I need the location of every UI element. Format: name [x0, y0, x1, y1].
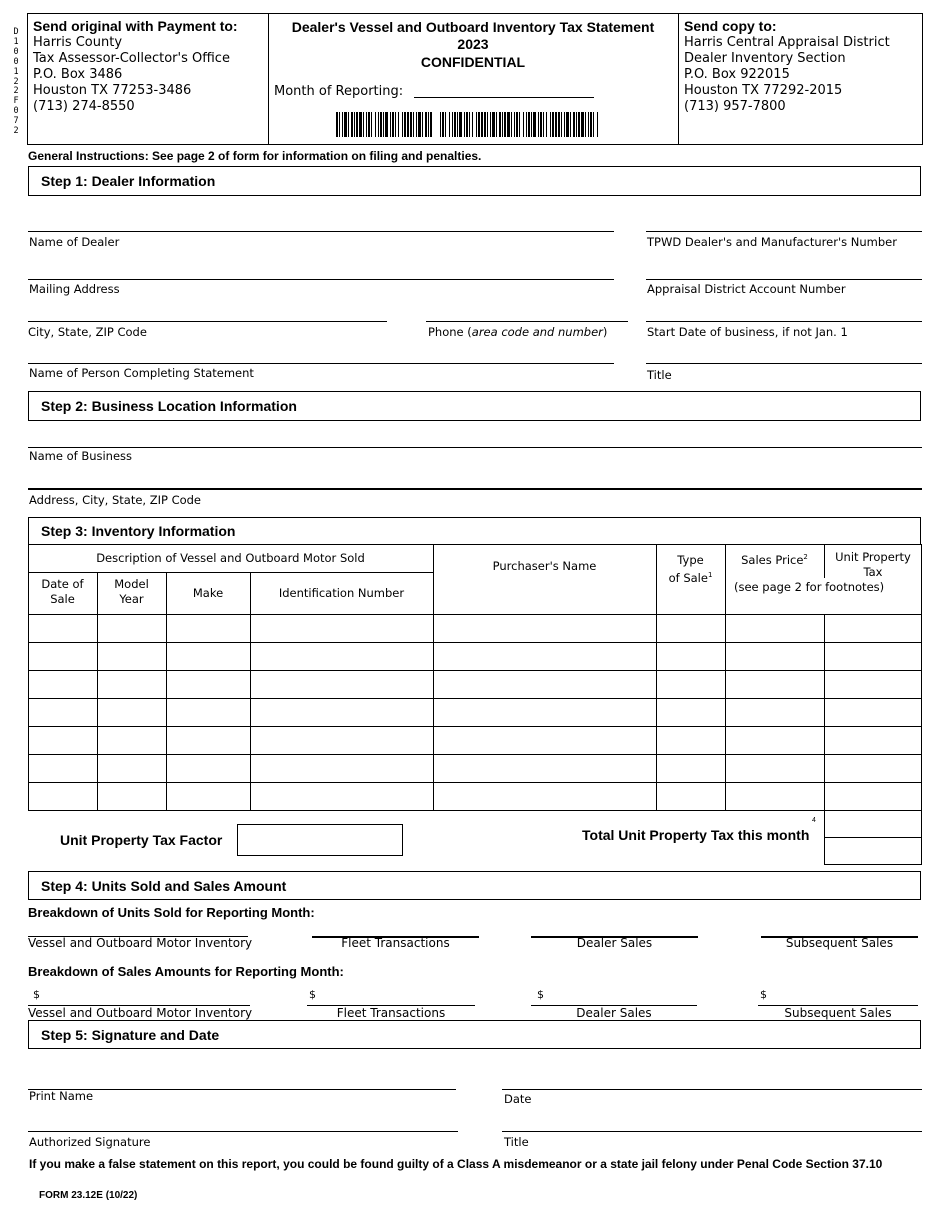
barcode-bar [404, 112, 406, 137]
barcode-bar [540, 112, 542, 137]
date-field[interactable] [502, 1089, 922, 1090]
barcode-bar [336, 112, 338, 137]
barcode-bar [496, 112, 497, 137]
barcode-bar [552, 112, 554, 137]
barcode-bar [514, 112, 515, 137]
barcode-bar [359, 112, 362, 137]
step2-header [28, 391, 921, 421]
barcode-bar [380, 112, 382, 137]
sales-breakdown-heading: Breakdown of Sales Amounts for Reporting Month: [28, 964, 344, 979]
barcode-bar [466, 112, 468, 137]
barcode-bar [385, 112, 388, 137]
business-address-field[interactable] [28, 488, 922, 490]
barcode-bar [581, 112, 584, 137]
barcode-bar [487, 112, 488, 137]
dollar-sign: $ [760, 988, 767, 1001]
send-original-address: Harris County Tax Assessor-Collector's Office P.O. Box 3486 Houston TX 77253-3486 (713) 274-8550 [33, 35, 230, 114]
authorized-signature-label: Authorized Signature [29, 1135, 151, 1149]
step3-header [28, 517, 921, 545]
person-title-label: Title [647, 368, 672, 382]
dollar-sign: $ [33, 988, 40, 1001]
barcode-bar [457, 112, 458, 137]
barcode-bar [481, 112, 483, 137]
barcode-bar [342, 112, 343, 137]
barcode-bar [344, 112, 347, 137]
barcode-bar [531, 112, 532, 137]
step4-title: Step 4: Units Sold and Sales Amount [41, 878, 287, 894]
barcode-bar [464, 112, 465, 137]
unit-factor-input[interactable] [237, 824, 403, 856]
tpwd-number-label: TPWD Dealer's and Manufacturer's Number [647, 235, 897, 249]
person-title-field[interactable] [646, 363, 922, 364]
barcode-bar [442, 112, 444, 137]
barcode-bar [573, 112, 575, 137]
title-column [268, 14, 679, 144]
barcode-bar [428, 112, 429, 137]
form-number: FORM 23.12E (10/22) [39, 1190, 138, 1201]
city-state-zip-label: City, State, ZIP Code [28, 325, 147, 339]
step2-title: Step 2: Business Location Information [41, 398, 297, 414]
step1-header [28, 166, 921, 196]
barcode-bar [348, 112, 349, 137]
barcode-bar [375, 112, 376, 137]
barcode-bar [383, 112, 384, 137]
print-name-label: Print Name [29, 1089, 94, 1103]
step5-header [28, 1020, 921, 1049]
barcode-bar [472, 112, 473, 137]
barcode-bar [469, 112, 470, 137]
barcode-bar [445, 112, 446, 137]
send-copy-address: Harris Central Appraisal District Dealer Inventory Section P.O. Box 922015 Houston TX 77292-2015 (713) 957-7800 [684, 35, 890, 114]
barcode-bar [570, 112, 571, 137]
inventory-table [28, 544, 922, 811]
barcode-bar [504, 112, 506, 137]
barcode-bar [578, 112, 580, 137]
unit-factor-label: Unit Property Tax Factor [60, 832, 223, 848]
barcode-bar [546, 112, 547, 137]
col-identification-number: Identification Number [278, 586, 405, 600]
barcode-bar [416, 112, 417, 137]
authorized-signature-field[interactable] [28, 1131, 458, 1132]
barcode-bar [588, 112, 589, 137]
business-address-label: Address, City, State, ZIP Code [29, 493, 202, 507]
dealer-name-field[interactable] [28, 231, 614, 232]
send-copy-column [678, 14, 922, 144]
col-unit-property-tax: Unit Property Tax [835, 550, 911, 579]
barcode-bar [418, 112, 421, 137]
barcode-bar [597, 112, 598, 137]
mailing-address-label: Mailing Address [29, 282, 120, 296]
barcode-bar [590, 112, 592, 137]
see-page2-footnotes: (see page 2 for footnotes) [734, 580, 885, 594]
col-make: Make [192, 586, 224, 600]
barcode-bar [398, 112, 399, 137]
barcode-bar [378, 112, 379, 137]
step5-title: Step 5: Signature and Date [41, 1027, 220, 1043]
barcode-bar [366, 112, 367, 137]
units-dealer-label: Dealer Sales [576, 936, 653, 950]
barcode-bar [368, 112, 370, 137]
person-completing-label: Name of Person Completing Statement [29, 366, 254, 380]
units-fleet-label: Fleet Transactions [341, 936, 450, 950]
step4-header [28, 871, 921, 900]
barcode-bar [371, 112, 372, 137]
barcode-bar [523, 112, 524, 137]
barcode-bar [413, 112, 414, 137]
barcode-bar [430, 112, 432, 137]
business-name-label: Name of Business [29, 449, 133, 463]
units-subsequent-label: Subsequent Sales [785, 936, 894, 950]
barcode-bar [564, 112, 565, 137]
barcode-bar [558, 112, 560, 137]
barcode-bar [410, 112, 412, 137]
barcode-bar [561, 112, 562, 137]
barcode-bar [422, 112, 423, 137]
barcode-bar [585, 112, 586, 137]
person-completing-field[interactable] [28, 363, 614, 364]
date-label: Date [504, 1092, 532, 1106]
col-date-of-sale: Date of Sale [41, 577, 84, 606]
start-date-label: Start Date of business, if not Jan. 1 [647, 325, 848, 339]
signer-title-label: Title [504, 1135, 529, 1149]
col-purchaser-name: Purchaser's Name [492, 559, 597, 573]
barcode-bar [407, 112, 409, 137]
footnote-4: 4 [812, 817, 816, 824]
barcode-bar [538, 112, 539, 137]
business-name-field[interactable] [28, 447, 922, 448]
signer-title-field[interactable] [502, 1131, 922, 1132]
month-of-reporting-label: Month of Reporting: [274, 84, 404, 99]
barcode-bar [449, 112, 450, 137]
barcode-bar [356, 112, 358, 137]
barcode-bar [392, 112, 394, 137]
units-breakdown-heading: Breakdown of Units Sold for Reporting Month: [28, 905, 315, 920]
barcode-bar [492, 112, 495, 137]
barcode-bar [363, 112, 364, 137]
dealer-name-label: Name of Dealer [29, 235, 120, 249]
col-type-of-sale: Type of Sale$^1$ [668, 553, 713, 585]
barcode-bar [550, 112, 551, 137]
barcode-bar [593, 112, 594, 137]
barcode-bar [459, 112, 462, 137]
sales-subsequent-label: Subsequent Sales [784, 1006, 892, 1020]
barcode-bar [478, 112, 480, 137]
total-unit-tax-label: Total Unit Property Tax this month [582, 827, 810, 843]
start-date-field[interactable] [646, 321, 922, 322]
barcode-bar [490, 112, 491, 137]
form-id-vertical: D 1 0 0 1 2 2 F 0 7 2 [13, 27, 19, 137]
send-copy-title: Send copy to: [684, 18, 777, 34]
dollar-sign: $ [537, 988, 544, 1001]
sales-dealer-label: Dealer Sales [576, 1006, 652, 1020]
barcode-bar [354, 112, 355, 137]
barcode-bar [526, 112, 527, 137]
false-statement-warning: If you make a false statement on this report, you could be found guilty of a Class A misdemeanor or a state jail felony under Penal Code Section 37.10 [29, 1157, 883, 1171]
sales-fleet-label: Fleet Transactions [336, 1006, 446, 1020]
units-vessel-label: Vessel and Outboard Motor Inventory [28, 936, 253, 950]
appraisal-account-field[interactable] [646, 279, 922, 280]
barcode-bar [351, 112, 353, 137]
col-sales-price: Sales Price$^2$ [741, 552, 808, 567]
step1-title: Step 1: Dealer Information [41, 173, 216, 189]
dollar-sign: $ [309, 988, 316, 1001]
barcode-bar [555, 112, 557, 137]
barcode-bar [576, 112, 577, 137]
barcode-bar [425, 112, 427, 137]
barcode-bar [476, 112, 477, 137]
tpwd-number-field[interactable] [646, 231, 922, 232]
barcode-bar [452, 112, 453, 137]
barcode-bar [528, 112, 530, 137]
barcode-bar [543, 112, 544, 137]
sales-vessel-label: Vessel and Outboard Motor Inventory [28, 1006, 253, 1020]
barcode-bar [566, 112, 569, 137]
desc-header: Description of Vessel and Outboard Motor Sold [96, 551, 365, 565]
appraisal-account-label: Appraisal District Account Number [647, 282, 846, 296]
barcode-bar [395, 112, 396, 137]
barcode-bar [507, 112, 510, 137]
phone-label: Phone (area code and number) [428, 325, 608, 339]
confidential-label: CONFIDENTIAL [420, 54, 526, 70]
barcode-bar [502, 112, 503, 137]
general-instructions: General Instructions: See page 2 of form for information on filing and penalties. [28, 149, 482, 163]
header-box [27, 13, 923, 145]
barcode-bar [339, 112, 340, 137]
city-state-zip-field[interactable] [28, 321, 387, 322]
barcode-bar [402, 112, 403, 137]
phone-field[interactable] [426, 321, 628, 322]
mailing-address-field[interactable] [28, 279, 614, 280]
month-of-reporting-field[interactable] [414, 97, 594, 98]
form-title: Dealer's Vessel and Outboard Inventory Tax Statement [291, 19, 655, 35]
form-year: 2023 [457, 36, 489, 52]
send-original-column [28, 14, 269, 144]
barcode [336, 112, 600, 137]
send-original-title: Send original with Payment to: [33, 18, 238, 34]
barcode-bar [454, 112, 456, 137]
barcode-bar [390, 112, 391, 137]
barcode-bar [516, 112, 518, 137]
barcode-bar [440, 112, 441, 137]
barcode-bar [499, 112, 501, 137]
barcode-bar [484, 112, 486, 137]
barcode-bar [533, 112, 536, 137]
barcode-bar [519, 112, 520, 137]
step3-title: Step 3: Inventory Information [41, 523, 236, 539]
col-model-year: Model Year [114, 577, 149, 606]
barcode-bar [511, 112, 512, 137]
